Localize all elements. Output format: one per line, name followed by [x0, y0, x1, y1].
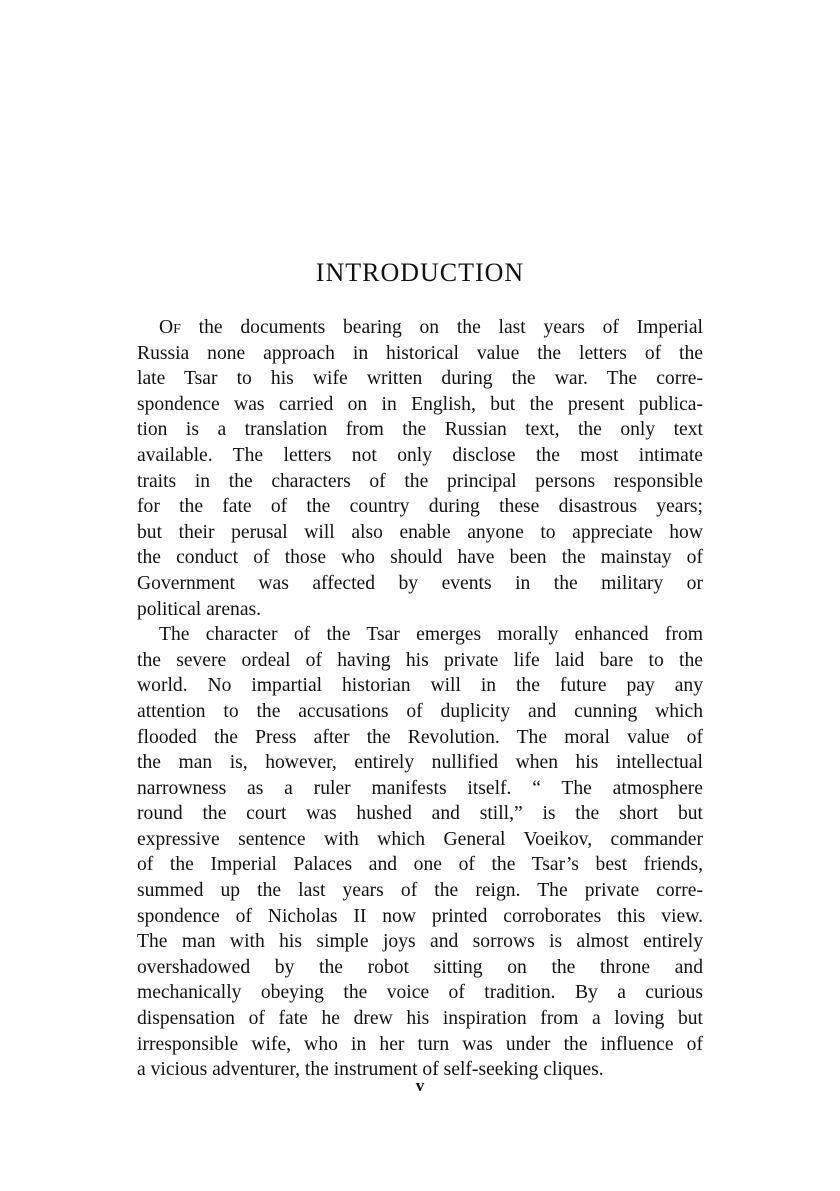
- text-line: Russia none approach in historical value the letters of the: [137, 342, 703, 364]
- text-line: spondence was carried on in English, but the present publica-: [137, 393, 703, 415]
- text-line: world. No impartial historian will in the future pay any: [137, 675, 703, 697]
- text-line: available. The letters not only disclose the most intimate: [137, 444, 703, 466]
- text-line: spondence of Nicholas II now printed corroborates this view.: [137, 905, 703, 927]
- text-line: a vicious adventurer, the instrument of self-seeking cliques.: [137, 1059, 604, 1081]
- text-line: tion is a translation from the Russian text, the only text: [137, 419, 703, 441]
- text-line: irresponsible wife, who in her turn was under the influence of: [137, 1033, 703, 1055]
- paragraph-1: [137, 315, 703, 622]
- text-line: Government was affected by events in the military or: [137, 572, 703, 594]
- text-line: the conduct of those who should have been the mainstay of: [137, 547, 703, 569]
- text-line: the man is, however, entirely nullified when his intellectual: [137, 752, 703, 774]
- text-line: but their perusal will also enable anyone to appreciate how: [137, 521, 703, 543]
- body-text: [137, 315, 703, 1083]
- text-line: attention to the accusations of duplicity and cunning which: [137, 700, 703, 722]
- text-line: the severe ordeal of having his private life laid bare to the: [137, 649, 703, 671]
- text-line: The man with his simple joys and sorrows is almost entirely: [137, 931, 703, 953]
- text-line: of the Imperial Palaces and one of the Tsar’s best friends,: [137, 854, 703, 876]
- text-line: political arenas.: [137, 598, 262, 620]
- text-line: The character of the Tsar emerges morally enhanced from: [159, 624, 703, 646]
- text-line: Of the documents bearing on the last years of Imperial: [159, 317, 703, 338]
- paragraph-2: [137, 622, 703, 1083]
- text-line: late Tsar to his wife written during the war. The corre-: [137, 368, 703, 390]
- text-line: for the fate of the country during these disastrous years;: [137, 496, 703, 518]
- text-line: traits in the characters of the principal persons responsible: [137, 470, 703, 492]
- text-line: flooded the Press after the Revolution. The moral value of: [137, 726, 703, 748]
- text-line: mechanically obeying the voice of tradition. By a curious: [137, 982, 703, 1004]
- text-line: round the court was hushed and still,” is the short but: [137, 803, 703, 825]
- text-line: dispensation of fate he drew his inspiration from a loving but: [137, 1008, 703, 1030]
- chapter-title: INTRODUCTION: [315, 258, 525, 287]
- text-line: narrowness as a ruler manifests itself. “ The atmosphere: [137, 777, 703, 799]
- text-line: expressive sentence with which General Voeikov, commander: [137, 828, 703, 850]
- text-line: summed up the last years of the reign. The private corre-: [137, 880, 703, 902]
- text-line: overshadowed by the robot sitting on the throne and: [137, 956, 703, 978]
- opening-word: Of: [159, 317, 181, 338]
- page-number: v: [415, 1076, 425, 1095]
